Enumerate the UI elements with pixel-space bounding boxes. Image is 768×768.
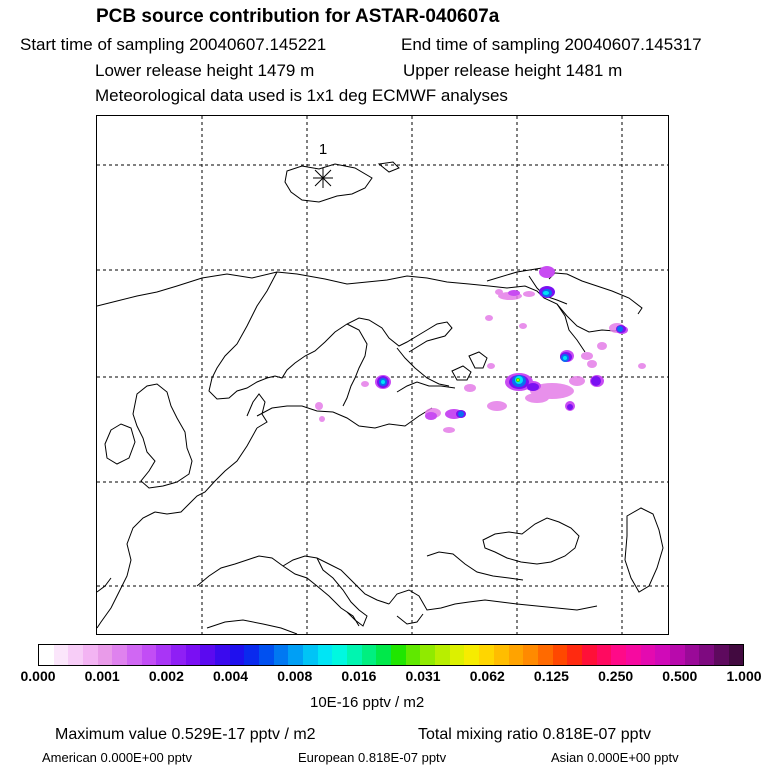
- colorbar-swatch: [274, 645, 289, 665]
- colorbar-swatch: [670, 645, 685, 665]
- colorbar-swatch: [435, 645, 450, 665]
- colorbar-swatch: [332, 645, 347, 665]
- colorbar-swatch: [406, 645, 421, 665]
- colorbar-swatch: [655, 645, 670, 665]
- colorbar-swatch: [200, 645, 215, 665]
- colorbar-swatch: [112, 645, 127, 665]
- colorbar-tick-label: 0.002: [148, 668, 184, 684]
- concentration-field: [315, 266, 646, 433]
- colorbar-tick-label: 0.062: [469, 668, 505, 684]
- colorbar-swatch: [509, 645, 524, 665]
- colorbar-swatch: [288, 645, 303, 665]
- coastlines: [97, 162, 663, 634]
- colorbar-swatch: [39, 645, 54, 665]
- american-contribution: American 0.000E+00 pptv: [42, 750, 192, 765]
- colorbar-swatch: [68, 645, 83, 665]
- colorbar-swatch: [729, 645, 744, 665]
- colorbar-swatch: [362, 645, 377, 665]
- colorbar-swatch: [420, 645, 435, 665]
- colorbar-swatch: [127, 645, 142, 665]
- colorbar-unit: 10E-16 pptv / m2: [310, 694, 425, 711]
- total-mixing-label: Total mixing ratio 0.818E-07 pptv: [418, 726, 652, 743]
- colorbar-swatch: [215, 645, 230, 665]
- end-time-label: End time of sampling 20040607.145317: [401, 35, 702, 54]
- colorbar-swatch: [714, 645, 729, 665]
- colorbar: [38, 644, 744, 666]
- colorbar-swatch: [538, 645, 553, 665]
- colorbar-swatch: [641, 645, 656, 665]
- colorbar-swatch: [230, 645, 245, 665]
- colorbar-swatch: [523, 645, 538, 665]
- colorbar-swatch: [142, 645, 157, 665]
- colorbar-swatch: [553, 645, 568, 665]
- colorbar-swatch: [450, 645, 465, 665]
- colorbar-swatch: [318, 645, 333, 665]
- colorbar-swatch: [611, 645, 626, 665]
- colorbar-swatch: [259, 645, 274, 665]
- colorbar-swatch: [98, 645, 113, 665]
- met-data-label: Meteorological data used is 1x1 deg ECMWF analyses: [95, 86, 508, 105]
- colorbar-swatch: [685, 645, 700, 665]
- map-canvas: [97, 116, 669, 635]
- colorbar-swatch: [597, 645, 612, 665]
- colorbar-tick-label: 0.008: [277, 668, 313, 684]
- colorbar-tick-label: 1.000: [726, 668, 762, 684]
- colorbar-swatch: [464, 645, 479, 665]
- colorbar-tick-label: 0.004: [213, 668, 249, 684]
- upper-height-label: Upper release height 1481 m: [403, 61, 623, 80]
- colorbar-swatch: [376, 645, 391, 665]
- colorbar-swatch: [494, 645, 509, 665]
- asian-contribution: Asian 0.000E+00 pptv: [551, 750, 679, 765]
- max-value-label: Maximum value 0.529E-17 pptv / m2: [55, 726, 316, 743]
- colorbar-swatch: [479, 645, 494, 665]
- start-time-label: Start time of sampling 20040607.145221: [20, 35, 327, 54]
- colorbar-swatch: [303, 645, 318, 665]
- colorbar-tick-label: 0.000: [20, 668, 56, 684]
- colorbar-swatch: [567, 645, 582, 665]
- release-marker: [313, 168, 333, 188]
- plot-title: PCB source contribution for ASTAR-040607a: [96, 6, 500, 27]
- colorbar-swatch: [347, 645, 362, 665]
- colorbar-tick-label: 0.001: [84, 668, 120, 684]
- european-contribution: European 0.818E-07 pptv: [298, 750, 447, 765]
- colorbar-tick-label: 0.250: [598, 668, 634, 684]
- colorbar-tick-label: 0.125: [533, 668, 569, 684]
- colorbar-swatch: [582, 645, 597, 665]
- lower-height-label: Lower release height 1479 m: [95, 61, 315, 80]
- colorbar-swatch: [156, 645, 171, 665]
- colorbar-swatch: [626, 645, 641, 665]
- colorbar-tick-label: 0.016: [341, 668, 377, 684]
- release-marker-label: 1: [318, 141, 328, 158]
- colorbar-tick-label: 0.031: [405, 668, 441, 684]
- colorbar-swatch: [391, 645, 406, 665]
- colorbar-swatch: [699, 645, 714, 665]
- colorbar-tick-label: 0.500: [662, 668, 698, 684]
- colorbar-swatch: [83, 645, 98, 665]
- colorbar-swatch: [244, 645, 259, 665]
- colorbar-swatch: [54, 645, 69, 665]
- map-panel: [96, 115, 669, 635]
- colorbar-swatch: [171, 645, 186, 665]
- colorbar-swatch: [186, 645, 201, 665]
